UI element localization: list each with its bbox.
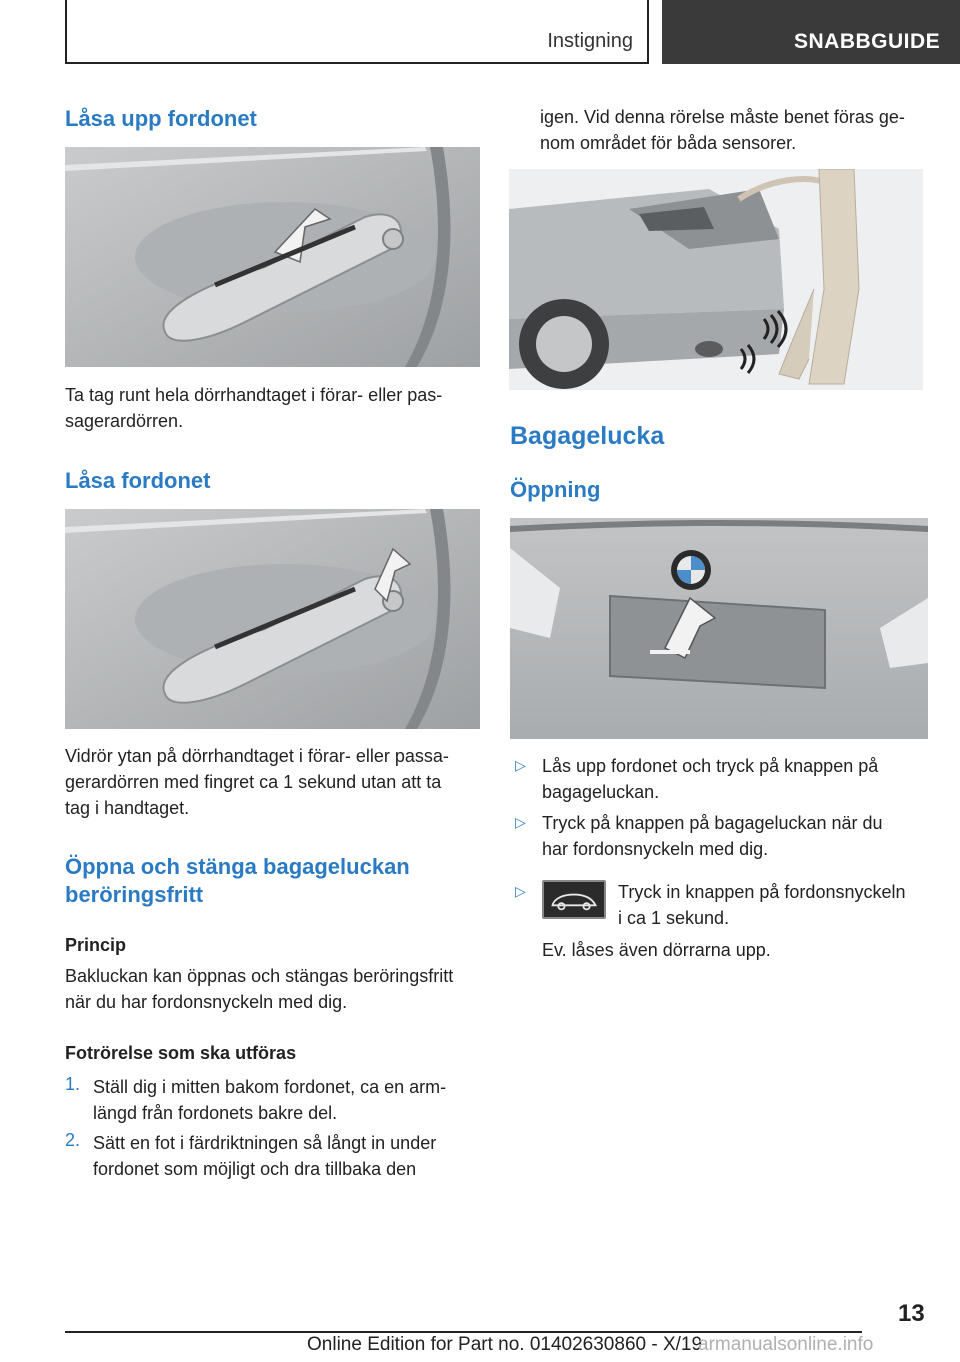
heading-foot-motion: Fotrörelse som ska utföras — [65, 1043, 297, 1063]
heading-handsfree-2: beröringsfritt — [65, 882, 204, 907]
step-text: längd från fordonets bakre del. — [93, 1103, 338, 1123]
page-number: 13 — [898, 1300, 925, 1327]
principle-text-1: Bakluckan kan öppnas och stängas beröringsfritt — [65, 966, 454, 986]
door-handle-lock-image — [65, 509, 480, 729]
key-bullet-text: Tryck in knappen på fordonsnyckeln — [618, 882, 906, 902]
header-section-tab — [65, 0, 649, 64]
key-bullet-text: i ca 1 sekund. — [618, 908, 730, 928]
bullet-text: har fordonsnyckeln med dig. — [542, 839, 769, 859]
continue-text-1: igen. Vid denna rörelse måste benet föras ge- — [540, 107, 905, 127]
step-text: fordonet som möjligt och dra tillbaka den — [93, 1159, 417, 1179]
key-note-text: Ev. låses även dörrarna upp. — [542, 940, 771, 960]
footer-edition: Online Edition for Part no. 01402630860 - X/19 — [307, 1334, 703, 1355]
footer-watermark: armanualsonline.info — [698, 1334, 874, 1355]
heading-unlock: Låsa upp fordonet — [65, 106, 257, 131]
bullet-text: Tryck på knappen på bagageluckan när du — [542, 813, 883, 833]
step-number: 1. — [65, 1074, 81, 1094]
step-text: Ställ dig i mitten bakom fordonet, ca en arm- — [93, 1077, 447, 1097]
footer-divider — [65, 1331, 862, 1333]
heading-handsfree-1: Öppna och stänga bagageluckan — [65, 854, 410, 879]
triangle-bullet-icon: ▷ — [515, 757, 526, 773]
car-key-button-icon — [542, 880, 606, 919]
header-section-title: Instigning — [547, 30, 633, 52]
unlock-text-2: sagerardörren. — [65, 411, 184, 431]
unlock-text-1: Ta tag runt hela dörrhandtaget i förar- eller pas- — [65, 385, 443, 405]
door-handle-unlock-image — [65, 147, 480, 367]
trunk-button-image — [510, 518, 928, 739]
step-number: 2. — [65, 1130, 81, 1150]
continue-text-2: nom området för båda sensorer. — [540, 133, 797, 153]
lock-text-2: gerardörren med fingret ca 1 sekund utan att ta — [65, 772, 442, 792]
tailgate-kick-image — [509, 169, 923, 390]
step-text: Sätt en fot i färdriktningen så långt in under — [93, 1133, 437, 1153]
lock-text-1: Vidrör ytan på dörrhandtaget i förar- eller passa- — [65, 746, 449, 766]
lock-text-3: tag i handtaget. — [65, 798, 190, 818]
triangle-bullet-icon: ▷ — [515, 883, 526, 899]
header-guide-tab — [662, 0, 960, 64]
bullet-text: Lås upp fordonet och tryck på knappen på — [542, 756, 879, 776]
heading-trunk: Bagagelucka — [510, 422, 665, 450]
triangle-bullet-icon: ▷ — [515, 814, 526, 830]
heading-lock: Låsa fordonet — [65, 468, 211, 493]
bullet-text: bagageluckan. — [542, 782, 660, 802]
heading-principle: Princip — [65, 935, 127, 955]
heading-opening: Öppning — [510, 477, 601, 502]
header-guide-title: SNABBGUIDE — [794, 30, 941, 53]
principle-text-2: när du har fordonsnyckeln med dig. — [65, 992, 348, 1012]
